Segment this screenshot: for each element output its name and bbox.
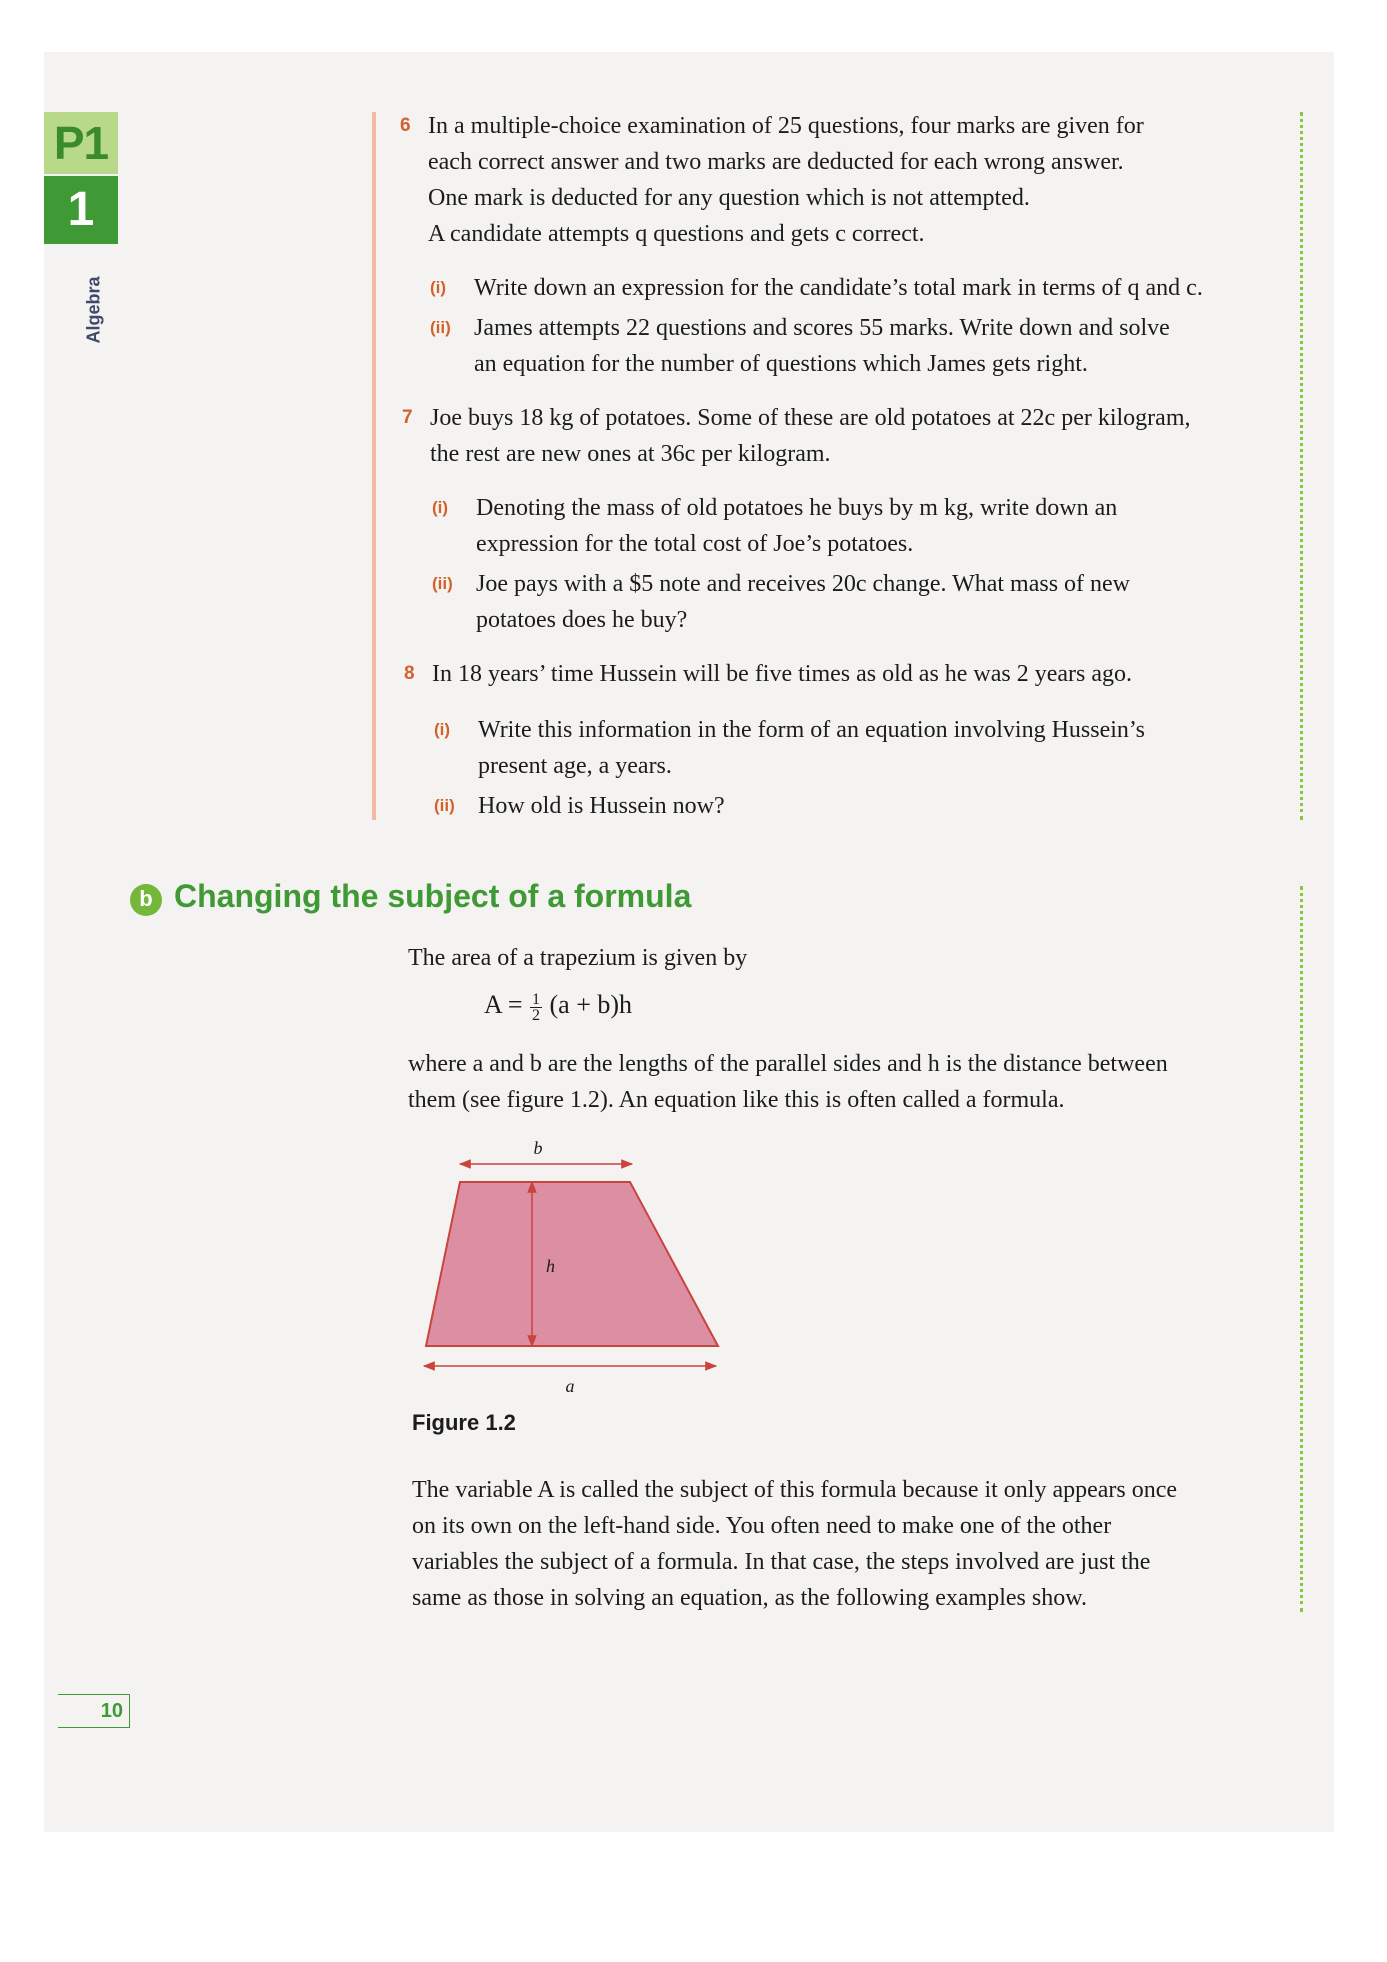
paragraph-line: where a and b are the lengths of the parallel sides and h is the distance between [408,1051,1168,1077]
part-line: How old is Hussein now? [478,793,725,819]
question-number: 7 [402,407,413,428]
closing-paragraph [412,1472,1177,1616]
part-label: (i) [432,498,449,517]
paragraph-line: them (see figure 1.2). An equation like this is often called a formula. [408,1087,1065,1113]
dotted-margin-rule [1300,112,1303,820]
fraction-denominator: 2 [532,1006,541,1024]
fraction-numerator: 1 [532,990,541,1008]
part-text [478,712,1145,784]
formula-fraction [530,992,542,1023]
paragraph-line: on its own on the left-hand side. You often need to make one of the other [412,1513,1112,1539]
label-h: h [546,1256,555,1276]
part-label: (i) [434,720,451,739]
part-line: James attempts 22 questions and scores 55 marks. Write down and solve [474,315,1170,341]
intro-line: The area of a trapezium is given by [408,945,748,971]
trapezium-area-formula [484,990,632,1023]
label-a: a [565,1376,575,1396]
paragraph-line: The variable A is called the subject of this formula because it only appears once [412,1477,1178,1503]
part-line: expression for the total cost of Joe’s potatoes. [476,531,914,557]
part-tab: P1 [44,112,118,174]
part-text [476,490,1117,562]
question-text [432,656,1132,692]
question-text [430,400,1191,472]
question-number: 6 [400,115,411,136]
part-text [476,566,1130,638]
page-number: 10 [58,1694,130,1728]
part-line: Write down an expression for the candidate’s total mark in terms of q and c. [474,275,1203,301]
part-line: Denoting the mass of old potatoes he buys by m kg, write down an [476,495,1118,521]
question-text [428,108,1144,252]
question-line: A candidate attempts q questions and gets c correct. [428,221,925,247]
part-line: Write this information in the form of an equation involving Hussein’s [478,717,1145,743]
exercise-margin-bar [372,112,376,820]
part-label: (i) [430,278,447,297]
question-line: each correct answer and two marks are deducted for each wrong answer. [428,149,1124,175]
paragraph-line: same as those in solving an equation, as the following examples show. [412,1585,1087,1611]
section-b-icon: b [130,884,162,916]
formula-lhs: A = [484,990,523,1019]
part-text [474,310,1170,382]
question-number: 8 [404,663,415,684]
section-paragraph [408,1046,1168,1118]
part-line: potatoes does he buy? [476,607,688,633]
question-line: One mark is deducted for any question which is not attempted. [428,185,1030,211]
part-text [478,788,725,824]
part-label: (ii) [434,796,455,815]
paragraph-line: variables the subject of a formula. In that case, the steps involved are just the [412,1549,1151,1575]
trapezium-figure [400,1130,740,1400]
section-title: Changing the subject of a formula [174,878,692,914]
trapezium-shape [426,1182,718,1346]
dotted-margin-rule [1300,886,1303,1612]
label-b: b [533,1138,543,1158]
part-label: (ii) [432,574,453,593]
question-line: In 18 years’ time Hussein will be five times as old as he was 2 years ago. [432,661,1133,687]
chapter-label: Algebra [83,276,104,344]
part-label: (ii) [430,318,451,337]
chapter-tab: 1 [44,176,118,244]
question-line: In a multiple-choice examination of 25 questions, four marks are given for [428,113,1144,139]
part-line: an equation for the number of questions which James gets right. [474,351,1088,377]
question-line: the rest are new ones at 36c per kilogram. [430,441,831,467]
section-intro [408,940,747,976]
part-text [474,270,1203,306]
figure-caption: Figure 1.2 [412,1410,516,1435]
part-line: Joe pays with a $5 note and receives 20c change. What mass of new [476,571,1131,597]
part-line: present age, a years. [478,753,672,779]
question-line: Joe buys 18 kg of potatoes. Some of these are old potatoes at 22c per kilogram, [430,405,1191,431]
formula-rhs: (a + b)h [549,990,633,1019]
